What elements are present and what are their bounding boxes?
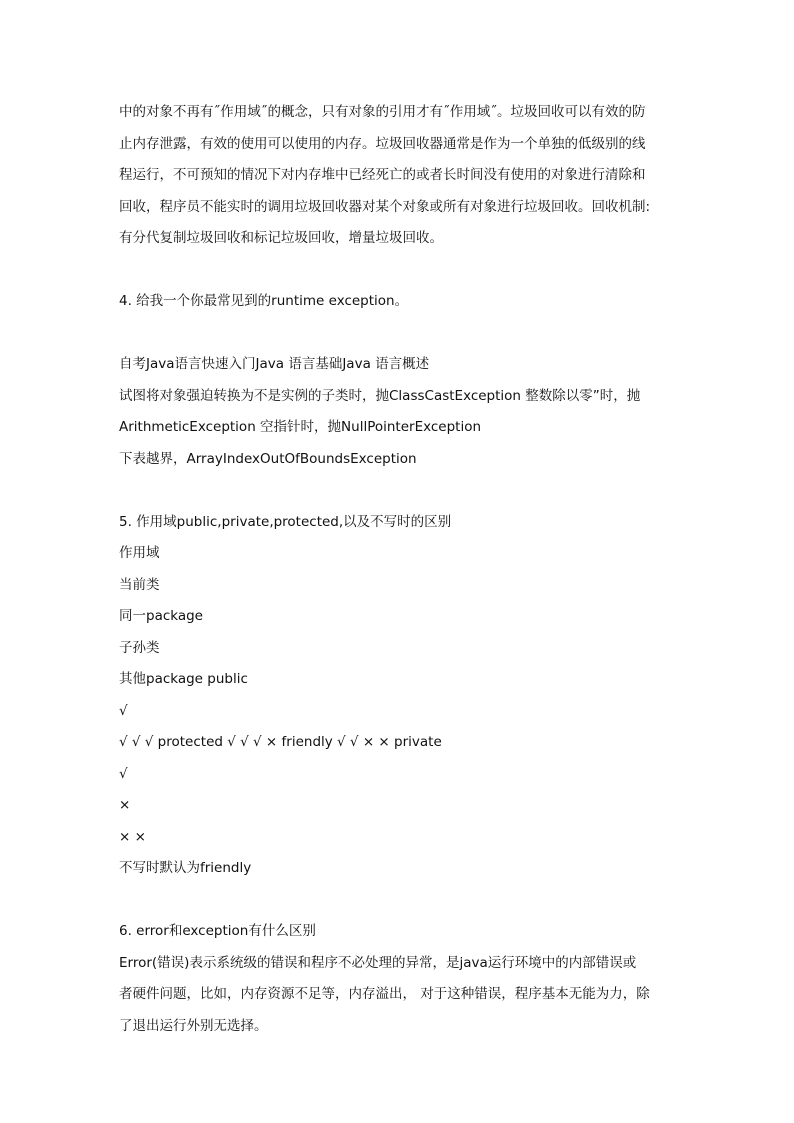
- text-line: 自考Java语言快速入门Java 语言基础Java 语言概述: [119, 356, 430, 372]
- text-line: √ √ √ protected √ √ √ × friendly √ √ × × private: [119, 734, 442, 750]
- text-line: Error(错误)表示系统级的错误和程序不必处理的异常，是java运行环境中的内部错误或: [119, 954, 637, 971]
- text-line: 不写时默认为friendly: [119, 860, 252, 876]
- spacer: [119, 318, 679, 350]
- question-6: [119, 916, 679, 1042]
- spacer: [119, 885, 679, 917]
- question-5: [119, 507, 679, 885]
- text-line: √: [119, 765, 128, 782]
- text-line: 中的对象不再有˝作用域˝的概念，只有对象的引用才有˝作用域˝。垃圾回收可以有效的防: [119, 104, 646, 120]
- text-line: 回收，程序员不能实时的调用垃圾回收器对某个对象或所有对象进行垃圾回收。回收机制:: [119, 198, 651, 215]
- text-line: 同一package: [119, 608, 203, 624]
- gc-paragraph: [119, 97, 679, 255]
- text-line: 作用域: [119, 545, 160, 561]
- spacer: [119, 255, 679, 287]
- text-line: ×: [119, 797, 131, 813]
- text-line: 有分代复制垃圾回收和标记垃圾回收，增量垃圾回收。: [119, 230, 443, 246]
- text-line: 者硬件问题，比如，内存资源不足等，内存溢出， 对于这种错误，程序基本无能为力，除: [119, 986, 650, 1002]
- text-line: 止内存泄露，有效的使用可以使用的内存。垃圾回收器通常是作为一个单独的低级别的线: [119, 135, 646, 152]
- text-line: 试图将对象强迫转换为不是实例的子类时，抛ClassCastException 整数除以零”时，抛: [119, 387, 641, 404]
- text-line: ArithmeticException 空指针时，抛NullPointerException: [119, 419, 482, 435]
- text-line: 当前类: [119, 576, 160, 593]
- text-line: 了退出运行外别无选择。: [119, 1017, 268, 1034]
- question-title: 6. error和exception有什么区别: [119, 923, 316, 939]
- text-line: × ×: [119, 828, 146, 845]
- text-line: 其他package public: [119, 671, 248, 687]
- spacer: [119, 475, 679, 507]
- document-page: [119, 97, 679, 1042]
- text-line: 子孙类: [119, 639, 160, 656]
- text-line: √: [119, 702, 128, 719]
- text-line: 程运行，不可预知的情况下对内存堆中已经死亡的或者长时间没有使用的对象进行清除和: [119, 167, 646, 183]
- question-4: [119, 286, 679, 475]
- text-line: 下表越界，ArrayIndexOutOfBoundsException: [119, 450, 417, 467]
- question-title: 4. 给我一个你最常见到的runtime exception。: [119, 293, 409, 309]
- question-title: 5. 作用域public,private,protected,以及不写时的区别: [119, 513, 452, 530]
